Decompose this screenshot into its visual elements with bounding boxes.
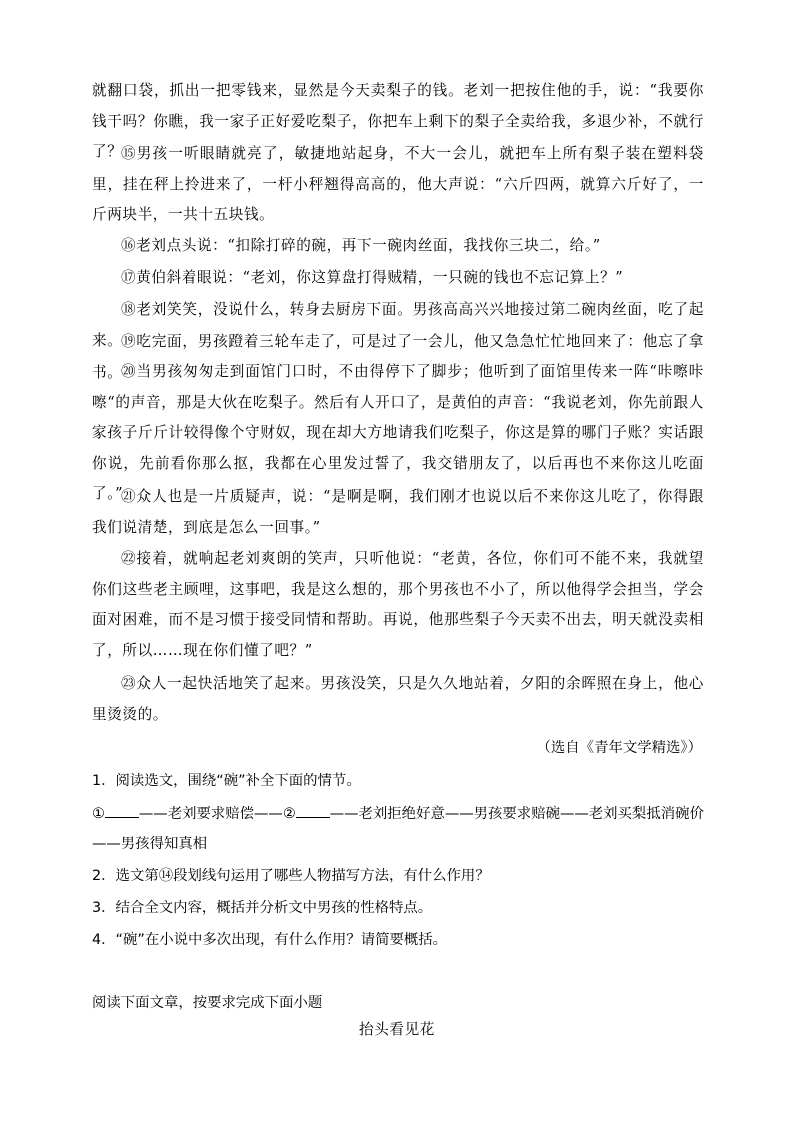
story-paragraph-continued: 就翻口袋，抓出一把零钱来，显然是今天卖梨子的钱。老刘一把按住他的手，说：“我要你钱干吗？你瞧，我一家子正好爱吃梨子，你把车上剩下的梨子全卖给我，多退少补，不就行了？ xyxy=(92,82,704,160)
question-3: 3．结合全文内容，概括并分析文中男孩的性格特点。 xyxy=(92,900,433,916)
question-1-plot-end: ——男孩得知真相 xyxy=(92,836,208,852)
plot-blank-2 xyxy=(296,803,330,818)
story-paragraph-22: ㉒接着，就响起老刘爽朗的笑声，只听他说：“老黄，各位，你们可不能不来，我就望你们这些老主顾哩，这事吧，我是这么想的，那个男孩也不小了，所以他得学会担当，学会面对困难，而不是习惯于接受同情和帮助。再说，他那些梨子今天卖不出去，明天就没卖相了，所以……现在你们懂了吧？” xyxy=(92,550,704,659)
story-paragraph-18: ⑱老刘笑笑，没说什么，转身去厨房下面。男孩高高兴兴地接过第二碗肉丝面，吃了起来。 xyxy=(92,301,704,349)
plot-marker-1: ① xyxy=(92,806,105,822)
story-source: （选自《青年文学精选》） xyxy=(536,740,702,756)
story-paragraph-16: ⑯老刘点头说：“扣除打碎的碗，再下一碗肉丝面，我找你三块二，给。” xyxy=(121,237,601,254)
story-paragraph-21: ㉑众人也是一片质疑声，说：“是啊是啊，我们刚才也说以后不来你这儿吃了，你得跟我们说清楚，到底是怎么一回事。” xyxy=(92,488,704,536)
plot-segment-3: ——老刘拒绝好意——男孩要求赔碗——老刘买梨抵消碗价 xyxy=(329,806,704,822)
plot-segment-2: ——老刘要求赔偿——② xyxy=(138,806,296,822)
story-paragraph-23: ㉓众人一起快活地笑了起来。男孩没笑，只是久久地站着，夕阳的余晖照在身上，他心里烫烫的。 xyxy=(92,675,704,723)
story-paragraph-19: ⑲吃完面，男孩蹬着三轮车走了，可是过了一会儿，他又急急忙忙地回来了：他忘了拿书。 xyxy=(92,333,704,381)
question-1: 1．阅读选文，围绕“碗”补全下面的情节。 xyxy=(92,773,361,789)
story-paragraph-17: ⑰黄伯斜着眼说：“老刘，你这算盘打得贼精，一只碗的钱也不忘记算上？” xyxy=(121,269,624,286)
reading-instruction: 阅读下面文章，按要求完成下面小题 xyxy=(92,995,323,1011)
plot-blank-1 xyxy=(105,803,139,818)
question-1-plot-line xyxy=(92,802,704,823)
question-4: 4．“碗”在小说中多次出现，有什么作用？请简要概括。 xyxy=(92,932,448,948)
question-2: 2．选文第⑭段划线句运用了哪些人物描写方法，有什么作用？ xyxy=(92,868,490,884)
article-title: 抬头看见花 xyxy=(359,1021,435,1038)
story-paragraph-20: ⑳当男孩匆匆走到面馆门口时，不由得停下了脚步；他听到了面馆里传来一阵“咔嚓咔嚓“的声音，那是大伙在吃梨子。然后有人开口了，是黄伯的声音：“我说老刘，你先前跟人家孩子斤斤计较得像个守财奴，现在却大方地请我们吃梨子，你这是算的哪门子账？实话跟你说，先前看你那么抠，我都在心里发过誓了，我交错朋友了，以后再也不来你这儿吃面了。” xyxy=(92,363,704,502)
story-paragraph-15: ⑮男孩一听眼睛就亮了，敏捷地站起身，不大一会儿，就把车上所有梨子装在塑料袋里，挂在秤上拎进来了，一杆小秤翘得高高的，他大声说：“六斤四两，就算六斤好了，一斤两块半，一共十五块钱。 xyxy=(92,145,704,223)
